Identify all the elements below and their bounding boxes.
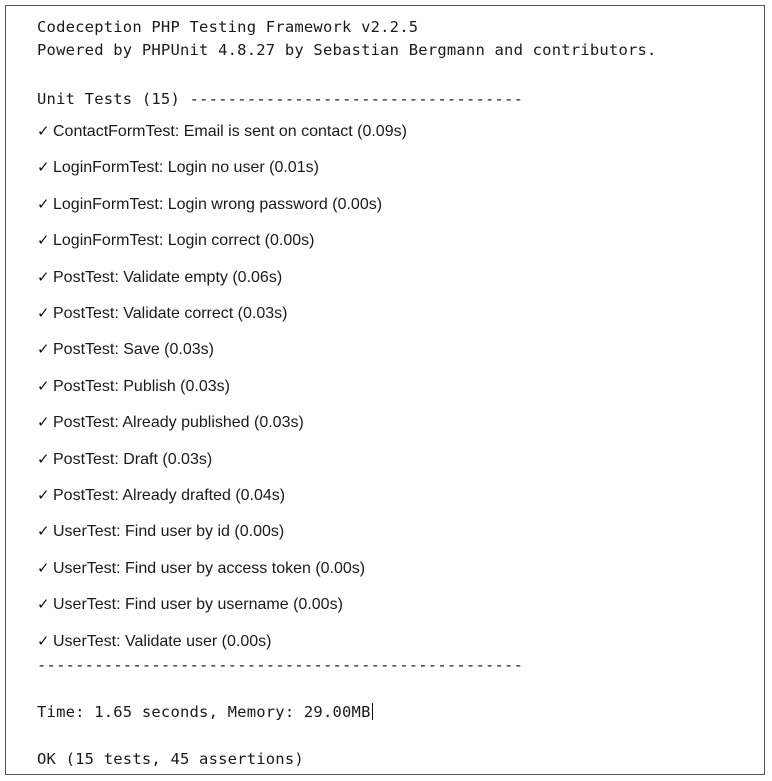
framework-title: Codeception PHP Testing Framework v2.2.5 <box>37 18 419 36</box>
checkmark-icon: ✓ <box>37 195 50 213</box>
test-result-text: PostTest: Validate correct (0.03s) <box>53 305 288 322</box>
test-result-text: UserTest: Validate user (0.00s) <box>53 633 272 650</box>
phpunit-credits: Powered by PHPUnit 4.8.27 by Sebastian Bergmann and contributors. <box>37 41 657 59</box>
checkmark-icon: ✓ <box>37 522 50 540</box>
test-result-text: UserTest: Find user by access token (0.00s) <box>53 560 366 577</box>
test-result-row <box>37 339 214 359</box>
test-result-text: PostTest: Already published (0.03s) <box>53 414 304 431</box>
test-result-text: PostTest: Already drafted (0.04s) <box>53 487 286 504</box>
test-result-text: ContactFormTest: Email is sent on contact (0.09s) <box>53 123 407 140</box>
text-cursor <box>372 703 373 720</box>
checkmark-icon: ✓ <box>37 595 50 613</box>
separator-line: --------------------------------------------------- <box>37 656 524 674</box>
checkmark-icon: ✓ <box>37 632 50 650</box>
test-result-text: LoginFormTest: Login no user (0.01s) <box>53 159 319 176</box>
test-result-row <box>37 485 285 505</box>
test-result-row <box>37 267 282 287</box>
test-result-row <box>37 230 314 250</box>
checkmark-icon: ✓ <box>37 158 50 176</box>
test-result-row <box>37 412 304 432</box>
test-result-text: PostTest: Validate empty (0.06s) <box>53 269 283 286</box>
checkmark-icon: ✓ <box>37 122 50 140</box>
time-memory-summary <box>37 702 373 722</box>
test-result-row <box>37 521 284 541</box>
test-result-row <box>37 376 230 396</box>
checkmark-icon: ✓ <box>37 268 50 286</box>
checkmark-icon: ✓ <box>37 377 50 395</box>
test-result-text: UserTest: Find user by username (0.00s) <box>53 596 343 613</box>
suite-heading: Unit Tests (15) ----------------------------------- <box>37 90 524 108</box>
checkmark-icon: ✓ <box>37 340 50 358</box>
time-memory-text: Time: 1.65 seconds, Memory: 29.00MB <box>37 703 371 721</box>
checkmark-icon: ✓ <box>37 559 50 577</box>
test-result-text: PostTest: Save (0.03s) <box>53 341 214 358</box>
test-result-row <box>37 631 271 651</box>
test-result-row <box>37 303 287 323</box>
test-result-row <box>37 194 382 214</box>
test-result-text: UserTest: Find user by id (0.00s) <box>53 523 285 540</box>
checkmark-icon: ✓ <box>37 486 50 504</box>
test-result-text: PostTest: Publish (0.03s) <box>53 378 230 395</box>
test-result-row <box>37 157 319 177</box>
checkmark-icon: ✓ <box>37 231 50 249</box>
checkmark-icon: ✓ <box>37 413 50 431</box>
test-result-text: LoginFormTest: Login correct (0.00s) <box>53 232 315 249</box>
checkmark-icon: ✓ <box>37 450 50 468</box>
terminal-output <box>5 5 765 775</box>
test-result-row <box>37 121 407 141</box>
test-result-row <box>37 449 212 469</box>
result-summary: OK (15 tests, 45 assertions) <box>37 750 304 768</box>
test-result-row <box>37 594 343 614</box>
checkmark-icon: ✓ <box>37 304 50 322</box>
test-result-row <box>37 558 365 578</box>
test-result-text: LoginFormTest: Login wrong password (0.00s) <box>53 196 383 213</box>
test-result-text: PostTest: Draft (0.03s) <box>53 451 213 468</box>
